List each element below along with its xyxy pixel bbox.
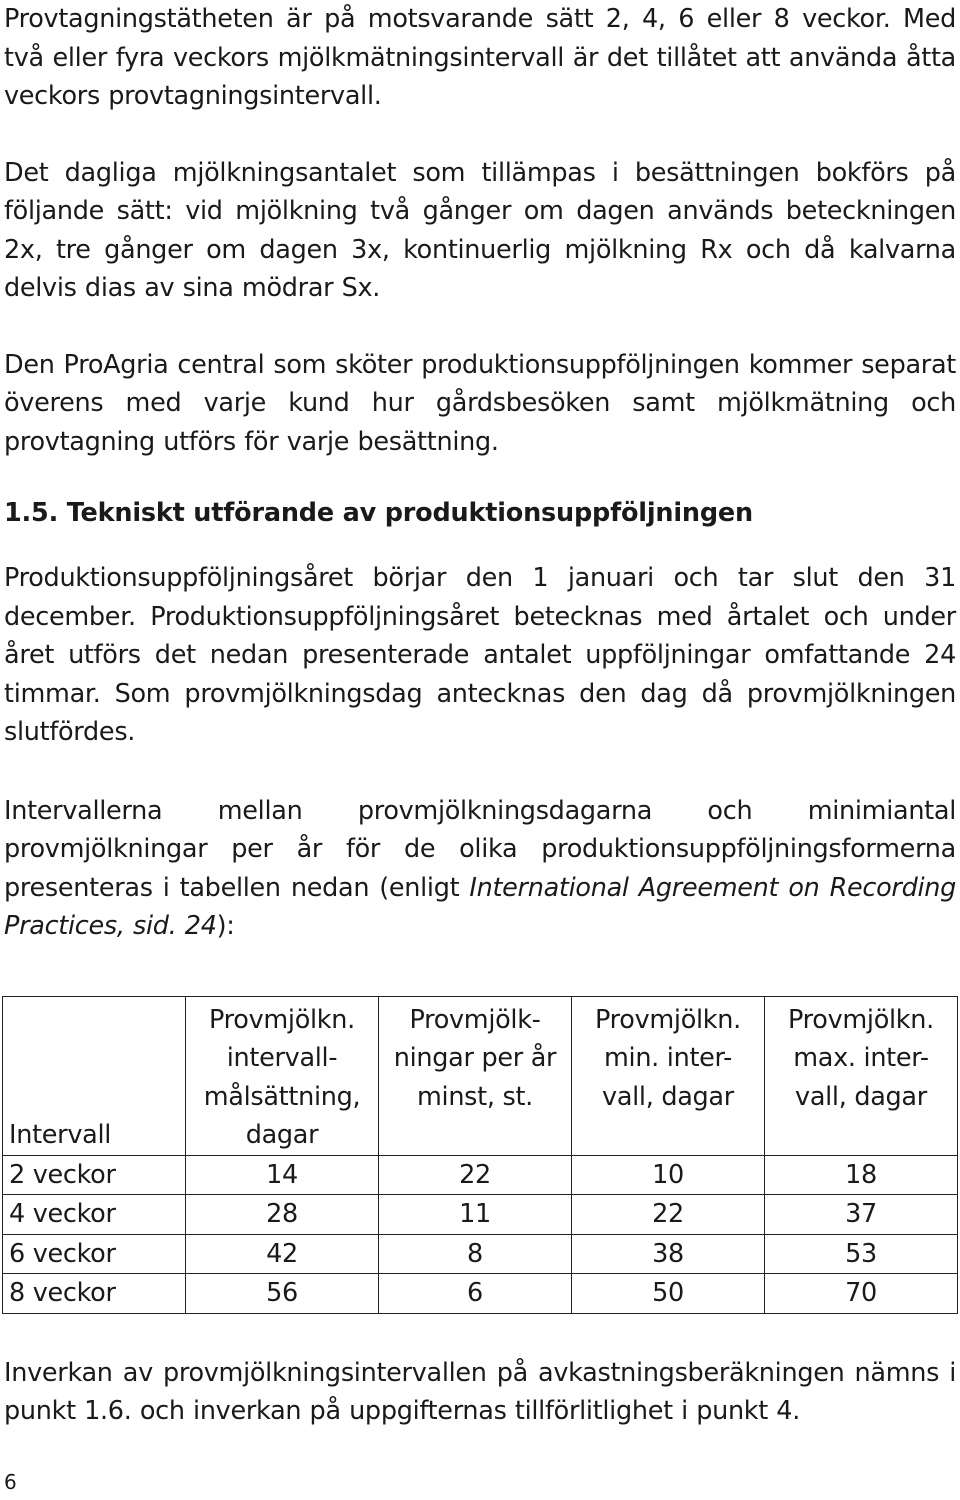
cell-target: 14 — [186, 1155, 379, 1195]
cell-max: 53 — [765, 1234, 958, 1274]
cell-per-year: 6 — [379, 1274, 572, 1314]
paragraph-sampling-frequency: Provtagningstätheten är på motsvarande sätt 2, 4, 6 eller 8 veckor. Med två eller fyra veckors mjölkmätningsintervall är det tillåtet att använda åtta veckors provtagningsintervall. — [4, 4, 956, 111]
cell-per-year: 8 — [379, 1234, 572, 1274]
cell-min: 22 — [572, 1195, 765, 1235]
table-header-row — [3, 996, 958, 1155]
paragraph-intervals-intro — [4, 792, 956, 946]
cell-interval: 6 veckor — [3, 1234, 186, 1274]
paragraph-proagria-central: Den ProAgria central som sköter produktionsuppföljningen kommer separat överens med varje kund hur gårdsbesöken samt mjölkmätning och provtagning utförs för varje besättning. — [4, 349, 956, 457]
page-number: 6 — [4, 1470, 17, 1494]
table-row — [3, 1155, 958, 1195]
cell-per-year: 11 — [379, 1195, 572, 1235]
paragraph-impact-note: Inverkan av provmjölkningsintervallen på avkastningsberäkningen nämns i punkt 1.6. och inverkan på uppgifternas tillförlitlighet i punkt 4. — [4, 1357, 956, 1426]
header-per-year: Provmjölk- ningar per år minst, st. — [379, 996, 572, 1155]
table-row — [3, 1234, 958, 1274]
cell-target: 42 — [186, 1234, 379, 1274]
cell-max: 18 — [765, 1155, 958, 1195]
cell-interval: 8 veckor — [3, 1274, 186, 1314]
header-interval: Intervall — [3, 996, 186, 1155]
header-max-interval: Provmjölkn. max. inter- vall, dagar — [765, 996, 958, 1155]
header-target-interval: Provmjölkn. intervall- målsättning, dagar — [186, 996, 379, 1155]
cell-interval: 4 veckor — [3, 1195, 186, 1235]
paragraph-recording-year: Produktionsuppföljningsåret börjar den 1 januari och tar slut den 31 december. Produktionsuppföljningsåret betecknas med årtalet och under året utförs det nedan presenterade antalet uppföljningar omfattande 24 timmar. Som provmjölkningsdag antecknas den dag då provmjölkningen slutfördes. — [4, 563, 956, 747]
cell-per-year: 22 — [379, 1155, 572, 1195]
paragraph-milking-count: Det dagliga mjölkningsantalet som tillämpas i besättningen bokförs på följande sätt: vid mjölkning två gånger om dagen används beteckningen 2x, tre gånger om dagen 3x, kontinuerlig mjölkning Rx och då kalvarna delvis dias av sina mödrar Sx. — [4, 157, 956, 303]
document-page — [4, 0, 956, 1431]
interval-table — [2, 996, 958, 1314]
cell-max: 37 — [765, 1195, 958, 1235]
cell-target: 28 — [186, 1195, 379, 1235]
intro-text-start: Intervallerna mellan provmjölkningsdagarna och minimiantal provmjölkningar per år för de olika produktionsuppföljningsformerna presenteras i tabellen nedan (enligt — [4, 795, 956, 903]
cell-interval: 2 veckor — [3, 1155, 186, 1195]
cell-min: 50 — [572, 1274, 765, 1314]
cell-min: 10 — [572, 1155, 765, 1195]
intro-reference-italic: International Agreement on Recording Practices, sid. 24 — [4, 872, 956, 941]
cell-target: 56 — [186, 1274, 379, 1314]
cell-min: 38 — [572, 1234, 765, 1274]
intro-text-end: ): — [216, 911, 235, 941]
section-heading: 1.5. Tekniskt utförande av produktionsuppföljningen — [4, 498, 753, 528]
cell-max: 70 — [765, 1274, 958, 1314]
table-row — [3, 1195, 958, 1235]
header-min-interval: Provmjölkn. min. inter- vall, dagar — [572, 996, 765, 1155]
table-row — [3, 1274, 958, 1314]
